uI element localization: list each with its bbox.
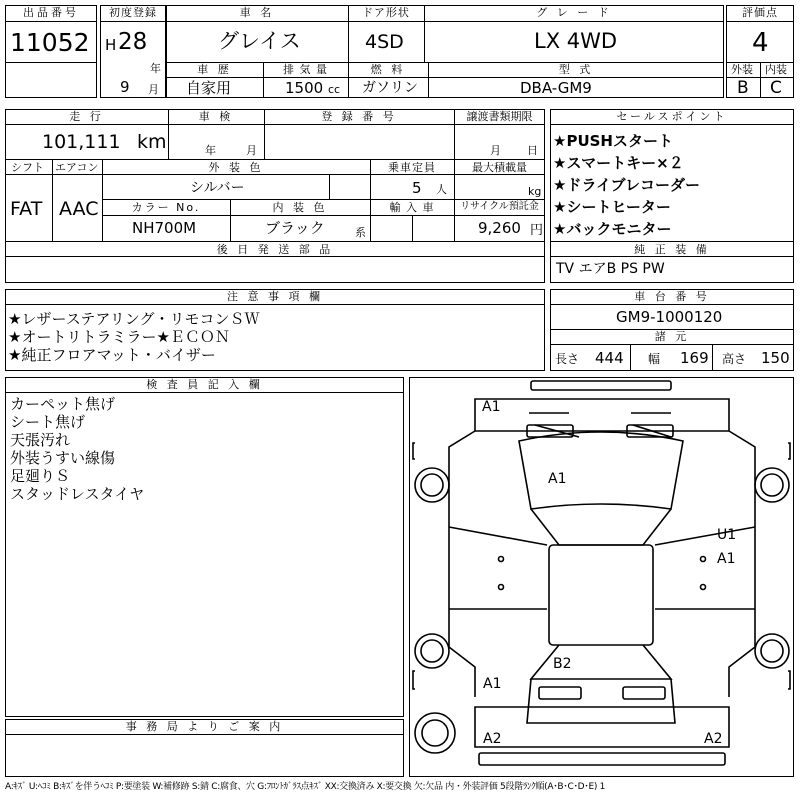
exterior-color-label: 外 装 色 [208, 161, 264, 174]
registration-year: 28 [118, 29, 148, 55]
notes-list [8, 310, 260, 364]
mileage: 101,111 [42, 131, 121, 153]
rear-bumper [479, 753, 725, 765]
max-load-unit: kg [528, 185, 542, 198]
front-right-wheel [755, 468, 789, 502]
model-code: DBA-GM9 [520, 79, 592, 97]
displacement-unit: cc [328, 83, 341, 96]
chassis-label: 車 台 番 号 [634, 290, 710, 303]
grade-label: グ レ ー ド [536, 6, 612, 19]
mileage-label: 走 行 [69, 110, 104, 123]
recycle-unit: 円 [530, 223, 544, 238]
note-item: ★オートリトラミラー★ＥＣＯＮ [8, 328, 230, 346]
import-label: 輸 入 車 [389, 201, 435, 214]
length-label: 長さ [555, 352, 580, 366]
spare-tire [415, 713, 455, 753]
month-unit: 月 [148, 83, 159, 96]
lot-number: 11052 [10, 28, 90, 57]
color-number-label: カラー No. [131, 201, 201, 214]
registration-number-label: 登 録 番 号 [321, 110, 397, 123]
overall-score: 4 [752, 28, 769, 58]
lot-number-label: 出品番号 [23, 6, 79, 19]
sales-point: ★バックモニター [553, 220, 672, 238]
height-label: 高さ [722, 352, 747, 366]
chassis-number: GM9-1000120 [616, 308, 723, 326]
mileage-unit: km [137, 131, 167, 153]
sales-point: ★シートヒーター [553, 198, 671, 216]
color-number: NH700M [132, 219, 197, 237]
fuel: ガソリン [362, 80, 418, 96]
sales-point: ★PUSHスタート [553, 132, 673, 150]
interior-color: ブラック [265, 219, 325, 237]
sales-points-label: セールスポイント [616, 110, 728, 123]
sales-points-list [553, 130, 700, 240]
inspection-year-unit: 年 [205, 144, 216, 157]
rear-right-wheel [755, 634, 789, 668]
width: 169 [680, 349, 709, 367]
dimensions-label: 諸 元 [654, 330, 690, 343]
inspector-note: スタッドレスタイヤ [10, 485, 145, 503]
note-item: ★レザーステアリング・リモコンＳＷ [8, 310, 260, 328]
interior-color-suffix: 系 [355, 226, 366, 239]
exterior-label: 外装 [731, 63, 753, 76]
transfer-month-unit: 月 [490, 144, 501, 157]
model-label: 型 式 [558, 63, 594, 76]
registration-month: 9 [120, 78, 130, 96]
sales-point: ★スマートキー×２ [553, 154, 684, 172]
height: 150 [761, 349, 790, 367]
width-label: 幅 [648, 352, 661, 366]
door-label: ドア形状 [362, 6, 410, 19]
note-item: ★純正フロアマット・バイザー [8, 346, 216, 364]
exterior-color: シルバー [190, 180, 245, 196]
max-load-label: 最大積載量 [472, 161, 527, 174]
era: H [105, 36, 117, 54]
history-label: 車 歴 [197, 63, 232, 76]
grade: LX 4WD [534, 29, 618, 53]
transfer-deadline-label: 譲渡書類期限 [466, 110, 533, 123]
exterior-score: B [737, 78, 749, 98]
equipment: TV エアB PS PW [556, 261, 665, 277]
interior-score: C [770, 78, 782, 98]
damage-mark-right-door-a: A1 [717, 551, 736, 567]
car-front-outline [475, 399, 729, 431]
seats-unit: 人 [436, 183, 447, 196]
damage-mark-rear-bumper-left: A2 [483, 731, 502, 747]
recycle-deposit: 9,260 [478, 219, 521, 237]
sales-point: ★ドライブレコーダー [553, 176, 700, 194]
inspector-label: 検 査 員 記 入 欄 [146, 378, 263, 391]
office-label: 事 務 局 よ り ご 案 内 [125, 720, 284, 733]
hood-outline [519, 432, 683, 509]
displacement-label: 排 気 量 [283, 63, 328, 76]
notes-label: 注 意 事 項 欄 [227, 290, 323, 303]
door-type: 4SD [365, 31, 404, 53]
inspector-note: 足廻りＳ [10, 467, 71, 485]
fuel-label: 燃 料 [370, 63, 406, 76]
inspector-note: 天張汚れ [10, 431, 71, 449]
interior-color-label: 内 装 色 [272, 201, 328, 214]
equipment-label: 純 正 装 備 [634, 243, 710, 256]
length: 444 [595, 349, 624, 367]
car-diagram [409, 377, 794, 777]
seats: 5 [412, 179, 422, 197]
front-bumper [531, 381, 671, 390]
damage-mark-right-door-u: U1 [717, 527, 737, 543]
roof-outline [549, 545, 653, 645]
shift-label: シフト [11, 161, 44, 174]
recycle-deposit-label: リサイクル預託金 [460, 201, 539, 212]
inspector-note: カーペット焦げ [10, 395, 116, 413]
shift: FAT [10, 198, 43, 220]
aircon: AAC [59, 198, 99, 220]
front-left-wheel [415, 468, 449, 502]
inspector-notes [10, 395, 144, 503]
year-unit: 年 [150, 62, 161, 75]
car-name: グレイス [218, 29, 301, 53]
rear-left-wheel [415, 634, 449, 668]
car-rear-outline [475, 707, 729, 747]
damage-mark-rear-bumper-right: A2 [704, 731, 723, 747]
damage-mark-rear-left: A1 [483, 676, 502, 692]
history: 自家用 [186, 79, 232, 97]
displacement: 1500 [285, 79, 324, 97]
inspection-month-unit: 月 [246, 144, 257, 157]
damage-mark-hood: A1 [548, 471, 567, 487]
car-name-label: 車 名 [239, 6, 275, 19]
inspector-note: 外装うすい線傷 [10, 449, 116, 467]
aircon-label: エアコン [55, 161, 99, 174]
later-parts-label: 後 日 発 送 部 品 [216, 243, 334, 256]
inspector-note: シート焦げ [10, 413, 86, 431]
inspection-label: 車 検 [198, 110, 234, 123]
transfer-day-unit: 日 [527, 144, 538, 157]
first-registration-label: 初度登録 [109, 6, 157, 19]
seats-label: 乗車定員 [388, 161, 436, 174]
interior-label: 内装 [765, 63, 787, 76]
damage-mark-trunk: B2 [553, 656, 572, 672]
damage-legend: A:ｷｽﾞ U:ﾍｺﾐ B:ｷｽﾞを伴うﾍｺﾐ P:要塗装 W:補修跡 S:錆 C:腐食、穴 G:ﾌﾛﾝﾄｶﾞﾗｽ点ｷｽﾞ XX:交換済み X:要交換 欠:欠品 内・外装評価 5段階ﾗﾝｸ順(A･B･C･D･E) 1 [5, 782, 606, 792]
score-label: 評価点 [742, 6, 778, 19]
damage-mark-front-bumper: A1 [482, 399, 501, 415]
